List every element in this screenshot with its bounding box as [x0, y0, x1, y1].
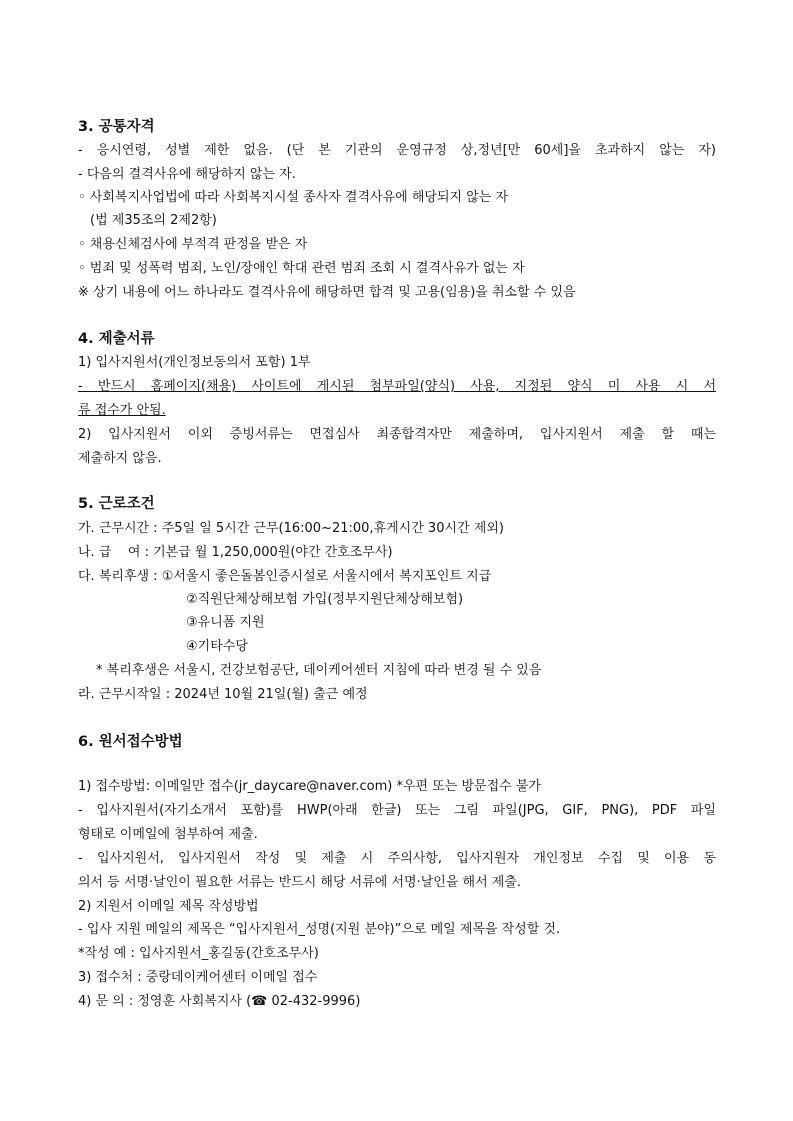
section-3-line-1: - 응시연령, 성별 제한 없음. (단 본 기관의 운영규정 상,정년[만 60세]을 초과하지 않는 자): [78, 143, 716, 158]
section-6-line-8: *작성 예 : 입사지원서_홍길동(간호조무사): [78, 946, 319, 961]
section-4-line-4: 2) 입사지원서 이외 증빙서류는 면접심사 최종합격자만 제출하며, 입사지원서 제출 할 때는: [78, 427, 716, 442]
section-3-line-2: - 다음의 결격사유에 해당하지 않는 자.: [78, 167, 296, 182]
section-6-line-7: - 입사 지원 메일의 제목은 “입사지원서_성명(지원 분야)”으로 메일 제목을 작성할 것.: [78, 922, 561, 937]
section-6-line-3: 형태로 이메일에 첨부하여 제출.: [78, 827, 258, 842]
section-6-line-10: 4) 문 의 : 정영훈 사회복지사 (☎ 02-432-9996): [78, 994, 361, 1009]
section-6-line-1: 1) 접수방법: 이메일만 접수(jr_daycare@naver.com) *우편 또는 방문접수 불가: [78, 779, 541, 794]
section-4-line-3: 류 접수가 안됨.: [78, 403, 166, 418]
section-3-line-3: ◦ 사회복지사업법에 따라 사회복지시설 종사자 결격사유에 해당되지 않는 자: [78, 190, 509, 205]
section-3-line-6: ◦ 범죄 및 성폭력 범죄, 노인/장애인 학대 관련 범죄 조회 시 결격사유가 없는 자: [78, 261, 525, 276]
section-5-line-1: 가. 근무시간 : 주5일 일 5시간 근무(16:00~21:00,휴게시간 30시간 제외): [78, 521, 504, 536]
section-6-line-2: - 입사지원서(자기소개서 포함)를 HWP(아래 한글) 또는 그림 파일(JPG, GIF, PNG), PDF 파일: [78, 803, 716, 818]
section-6-line-9: 3) 접수처 : 중랑데이케어센터 이메일 접수: [78, 970, 318, 985]
section-5-line-4: ②직원단체상해보험 가입(정부지원단체상해보험): [186, 592, 464, 607]
section-5-line-7: * 복리후생은 서울시, 건강보험공단, 데이케어센터 지침에 따라 변경 될 수 있음: [96, 663, 542, 678]
section-3-line-4: (법 제35조의 2제2항): [90, 213, 217, 228]
section-5-line-5: ③유니폼 지원: [186, 615, 265, 630]
section-5-line-2: 나. 급 여 : 기본급 월 1,250,000원(야간 간호조무사): [78, 545, 393, 560]
section-4-title: 4. 제출서류: [78, 331, 155, 347]
section-3-line-7: ※ 상기 내용에 어느 하나라도 결격사유에 해당하면 합격 및 고용(임용)을 취소할 수 있음: [78, 285, 576, 300]
section-6-line-4: - 입사지원서, 입사지원서 작성 및 제출 시 주의사항, 입사지원자 개인정보 수집 및 이용 동: [78, 851, 716, 866]
section-5-line-3: 다. 복리후생 : ①서울시 좋은돌봄인증시설로 서울시에서 복지포인트 지급: [78, 569, 492, 584]
section-4-line-1: 1) 입사지원서(개인정보동의서 포함) 1부: [78, 355, 311, 370]
section-6-line-5: 의서 등 서명·날인이 필요한 서류는 반드시 해당 서류에 서명·날인을 해서 제출.: [78, 875, 522, 890]
section-4-line-2: - 반드시 홈페이지(채용) 사이트에 게시된 첨부파일(양식) 사용, 지정된 양식 미 사용 시 서: [78, 379, 716, 394]
section-3-line-5: ◦ 채용신체검사에 부적격 판정을 받은 자: [78, 237, 308, 252]
section-6-title: 6. 원서접수방법: [78, 734, 183, 750]
section-5-line-6: ④기타수당: [186, 639, 248, 654]
section-5-title: 5. 근로조건: [78, 496, 155, 512]
section-6-line-6: 2) 지원서 이메일 제목 작성방법: [78, 899, 259, 914]
section-5-line-8: 라. 근무시작일 : 2024년 10월 21일(월) 출근 예정: [78, 687, 368, 702]
section-3-title: 3. 공통자격: [78, 119, 155, 135]
section-4-line-5: 제출하지 않음.: [78, 451, 162, 466]
